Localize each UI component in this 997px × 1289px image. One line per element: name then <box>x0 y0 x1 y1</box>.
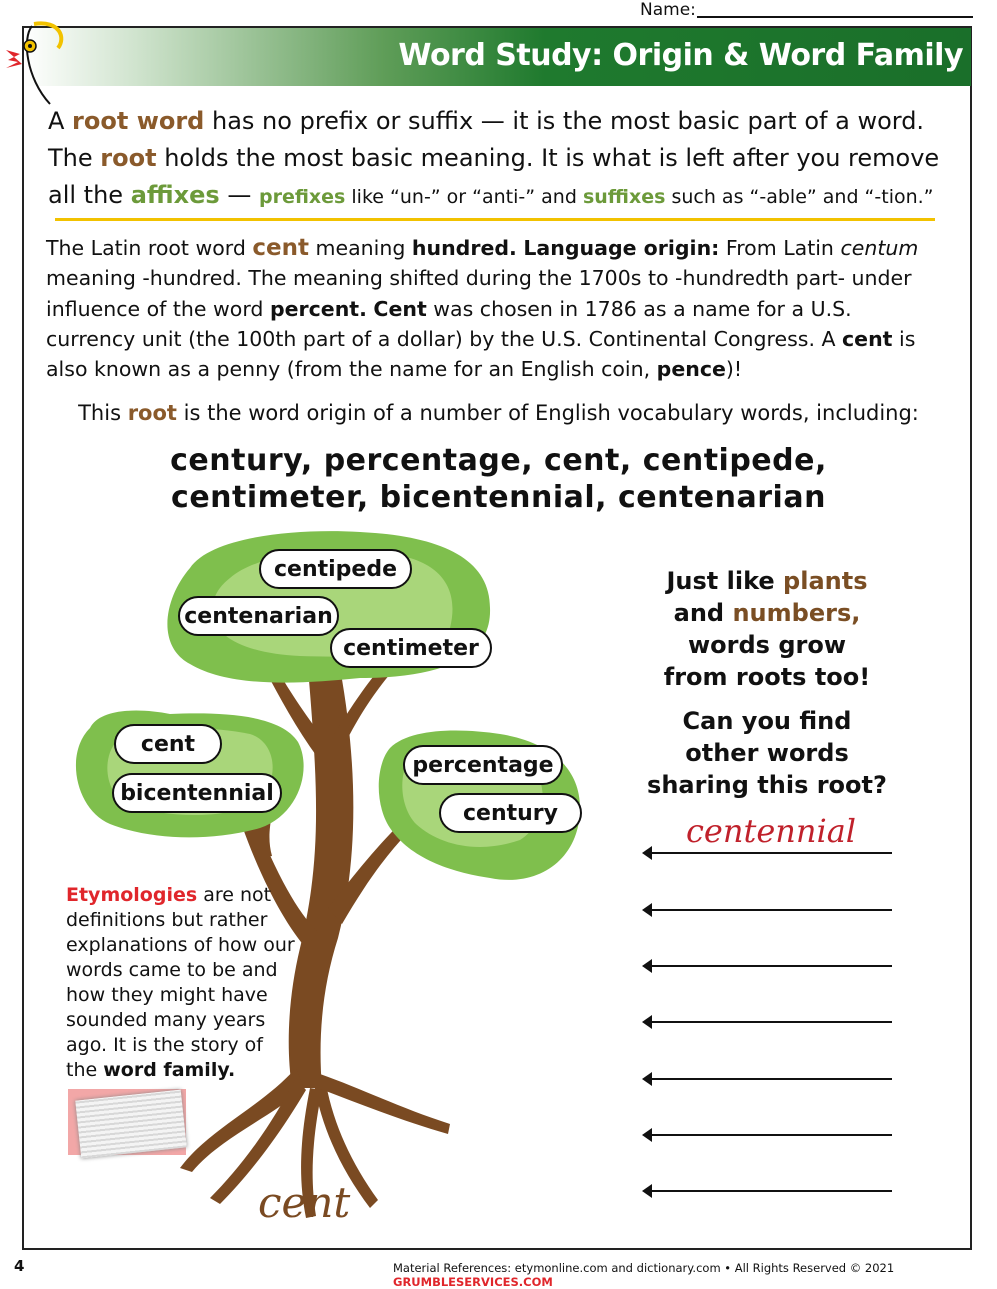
arrow-left-icon <box>642 1184 652 1198</box>
answer-line[interactable] <box>644 1190 892 1192</box>
arrow-left-icon <box>642 846 652 860</box>
tree-word-centimeter: centimeter <box>330 628 492 668</box>
tree-word-century: century <box>439 793 582 833</box>
name-label: Name: <box>640 0 696 20</box>
tree-word-centenarian: centenarian <box>178 596 339 636</box>
origin-paragraph: The Latin root word cent meaning hundred. Language origin: From Latin centum meaning -hundred. The meaning shifted during the 1700s to -hundredth part- under influence of the word percent. Cent was chosen in 1786 as a name for a U.S. currency unit (the 100th part of a dollar) by the U.S. Continental Congress. A cent is also known as a penny (from the name for an English coin, pence)! <box>46 235 919 382</box>
origin-line: This root is the word origin of a number of English vocabulary words, including: <box>78 401 919 425</box>
arrow-left-icon <box>642 1072 652 1086</box>
etymology-note: Etymologies are not definitions but rather explanations of how our words came to be and how they might have sounded many years ago. It is the story of the word family. <box>66 884 295 1081</box>
tree-word-cent: cent <box>114 724 222 764</box>
side-prompt: Just like plants and numbers, words grow from roots too! Can you find other words sharing this root? <box>647 567 887 799</box>
intro-text: A root word has no prefix or suffix — it is the most basic part of a word. The root holds the most basic meaning. It is what is left after you remove all the affixes — prefixes like “un-” or “anti-” and suffixes such as “-able” and “-tion.” <box>48 107 940 209</box>
name-input-line[interactable] <box>697 16 973 18</box>
arrow-left-icon <box>642 959 652 973</box>
answer-line[interactable] <box>644 812 892 854</box>
bird-logo-icon <box>0 18 70 108</box>
arrow-left-icon <box>642 1015 652 1029</box>
answer-line[interactable] <box>644 909 892 911</box>
word-list: century, percentage, cent, centipede, centimeter, bicentennial, centenarian <box>170 443 827 515</box>
tree-word-bicentennial: bicentennial <box>112 773 282 813</box>
tree-word-percentage: percentage <box>403 745 563 785</box>
answer-line[interactable] <box>644 1021 892 1023</box>
page-title: Word Study: Origin & Word Family <box>398 38 963 73</box>
dictionary-image <box>68 1089 186 1155</box>
arrow-left-icon <box>642 1128 652 1142</box>
divider-line <box>55 218 935 221</box>
tree-word-centipede: centipede <box>259 549 412 589</box>
arrow-left-icon <box>642 903 652 917</box>
page-number: 4 <box>14 1257 25 1275</box>
answer-line[interactable] <box>644 965 892 967</box>
tree-root-label: cent <box>258 1178 351 1227</box>
answer-text: centennial <box>686 812 857 850</box>
answer-line[interactable] <box>644 1078 892 1080</box>
footer-references: Material References: etymonline.com and dictionary.com • All Rights Reserved © 2021 GRUMBLESERVICES.COM <box>393 1261 895 1289</box>
answer-line[interactable] <box>644 1134 892 1136</box>
